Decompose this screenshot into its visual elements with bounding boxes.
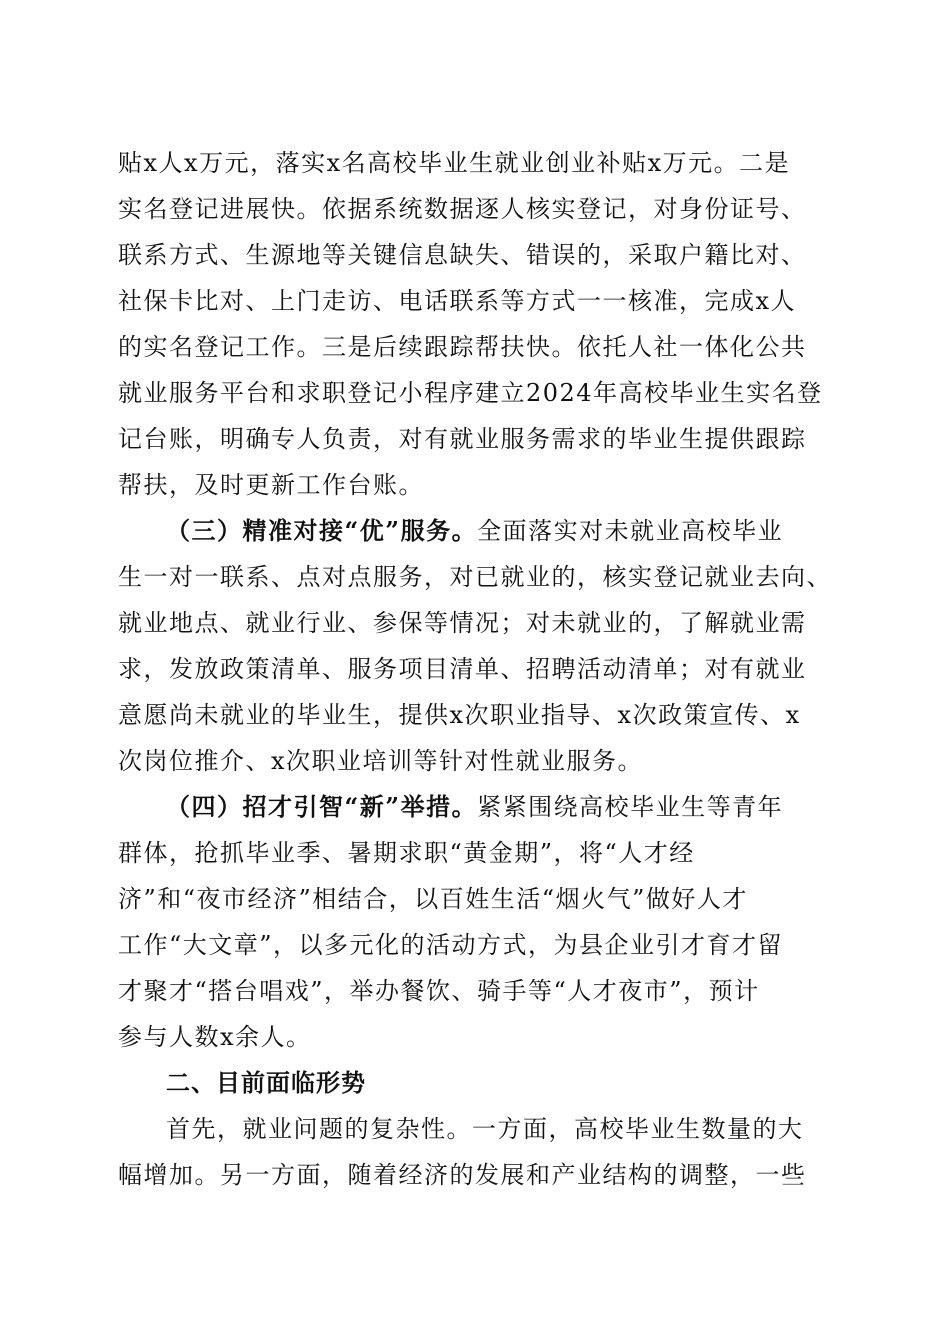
- text-line: 幅增加。另一方面，随着经济的发展和产业结构的调整，一些: [118, 1161, 807, 1189]
- section-heading: 二、目前面临形势: [166, 1069, 366, 1097]
- text-line: 求，发放政策清单、服务项目清单、招聘活动清单；对有就业: [118, 655, 807, 683]
- text-line: 群体，抢抓毕业季、暑期求职“黄金期”，将“人才经: [118, 839, 695, 867]
- document-body: [118, 140, 834, 1198]
- text-line: 首先，就业问题的复杂性。一方面，高校毕业生数量的大: [166, 1115, 804, 1143]
- text-line: 的实名登记工作。三是后续跟踪帮扶快。依托人社一体化公共: [118, 333, 807, 361]
- text-line: 次岗位推介、x次职业培训等针对性就业服务。: [118, 747, 644, 775]
- paragraph-lead-heading: （四）招才引智“新”举措。: [166, 792, 478, 821]
- paragraph-employment-subsidy: [118, 140, 834, 508]
- text-line: 才聚才“搭台唱戏”，举办餐饮、骑手等“人才夜市”，预计: [118, 977, 760, 1005]
- paragraph-first-line: [118, 784, 834, 830]
- paragraph-lead-text: 紧紧围绕高校毕业生等青年: [477, 793, 784, 821]
- paragraph-first-line: [118, 508, 834, 554]
- paragraph-lead-heading: （三）精准对接“优”服务。: [166, 516, 478, 545]
- text-line: 参与人数x余人。: [118, 1023, 312, 1051]
- text-line: 联系方式、生源地等关键信息缺失、错误的，采取户籍比对、: [118, 241, 807, 269]
- text-line: 意愿尚未就业的毕业生，提供x次职业指导、x次政策宣传、x: [118, 701, 801, 729]
- text-line: 贴x人x万元，落实x名高校毕业生就业创业补贴x万元。二是: [118, 149, 791, 177]
- paragraph-lead-text: 全面落实对未就业高校毕业: [477, 517, 784, 545]
- paragraph-talent-recruitment: [118, 784, 834, 1060]
- text-line: 济”和“夜市经济”相结合，以百姓生活“烟火气”做好人才: [118, 885, 748, 913]
- text-line: 就业服务平台和求职登记小程序建立2024年高校毕业生实名登: [118, 379, 823, 407]
- text-line: 就业地点、就业行业、参保等情况；对未就业的，了解就业需: [118, 609, 807, 637]
- text-line: 帮扶，及时更新工作台账。: [118, 471, 424, 499]
- paragraph-precise-docking-service: [118, 508, 834, 784]
- text-line: 记台账，明确专人负责，对有就业服务需求的毕业生提供跟踪: [118, 425, 807, 453]
- text-line: 生一对一联系、点对点服务，对已就业的，核实登记就业去向、: [118, 563, 832, 591]
- text-line: 社保卡比对、上门走访、电话联系等方式一一核准，完成x人: [118, 287, 797, 315]
- paragraph-current-situation: [118, 1106, 834, 1198]
- text-line: 工作“大文章”，以多元化的活动方式，为县企业引才育才留: [118, 931, 784, 959]
- text-line: 实名登记进展快。依据系统数据逐人核实登记，对身份证号、: [118, 195, 807, 223]
